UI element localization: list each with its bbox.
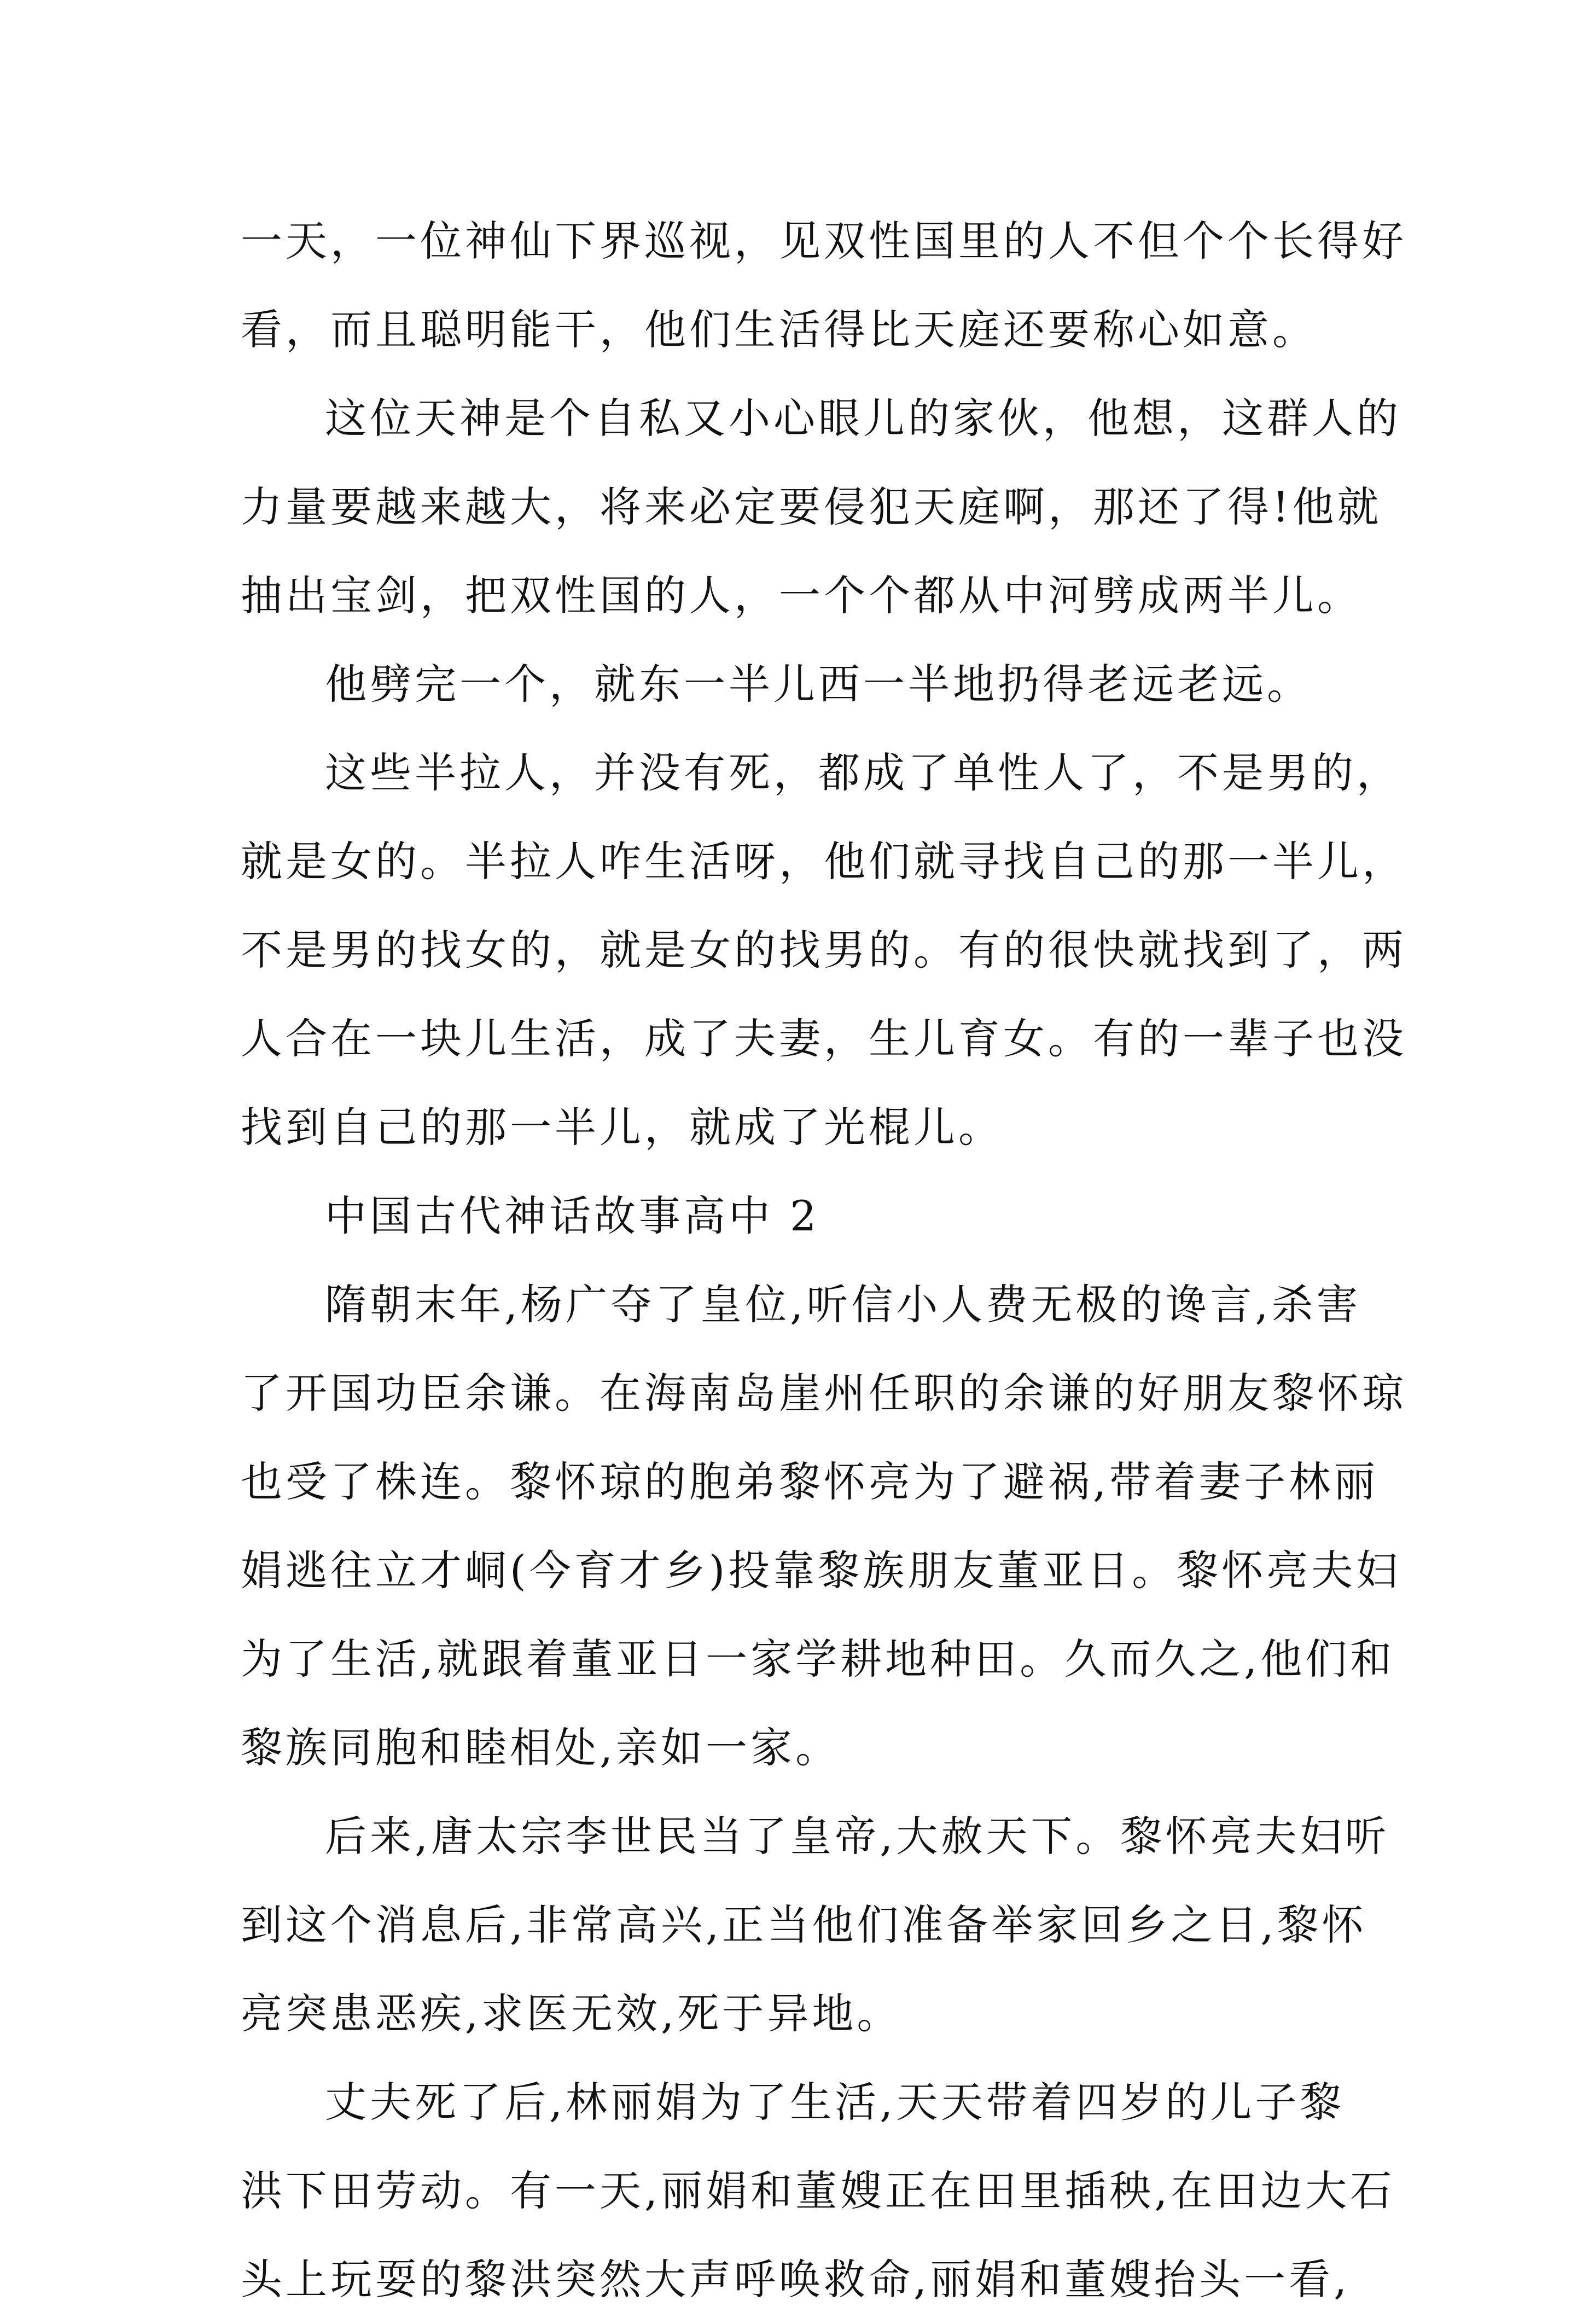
text-line: 娟逃往立才峒(今育才乡)投靠黎族朋友董亚日。黎怀亮夫妇: [241, 1546, 1401, 1595]
text-line: 他劈完一个，就东一半儿西一半地扔得老远老远。: [325, 660, 1312, 708]
text-line: 头上玩耍的黎洪突然大声呼唤救命,丽娟和董嫂抬头一看,: [241, 2255, 1351, 2304]
text-line: 黎族同胞和睦相处,亲如一家。: [241, 1723, 841, 1772]
text-line: 了开国功臣余谦。在海南岛崖州任职的余谦的好朋友黎怀琼: [241, 1369, 1407, 1417]
text-line: 力量要越来越大，将来必定要侵犯天庭啊，那还了得!他就: [241, 483, 1382, 531]
text-line: 抽出宝剑，把双性国的人，一个个都从中河劈成两半儿。: [241, 571, 1362, 620]
text-line: 亮突患恶疾,求医无效,死于异地。: [241, 1989, 902, 2038]
text-line: 一天，一位神仙下界巡视，见双性国里的人不但个个长得好: [241, 217, 1407, 265]
body-text: [241, 197, 1407, 2324]
text-line: 不是男的找女的，就是女的找男的。有的很快就找到了，两: [241, 926, 1407, 974]
text-line: 隋朝末年,杨广夺了皇位,听信小人费无极的谗言,杀害: [325, 1280, 1361, 1329]
text-line: 就是女的。半拉人咋生活呀，他们就寻找自己的那一半儿，: [241, 837, 1407, 886]
text-line: 找到自己的那一半儿，就成了光棍儿。: [241, 1103, 1003, 1152]
text-line: 也受了株连。黎怀琼的胞弟黎怀亮为了避祸,带着妻子林丽: [241, 1457, 1379, 1506]
text-line: 人合在一块儿生活，成了夫妻，生儿育女。有的一辈子也没: [241, 1014, 1407, 1063]
text-line: 丈夫死了后,林丽娟为了生活,天天带着四岁的儿子黎: [325, 2078, 1345, 2127]
text-line: 这些半拉人，并没有死，都成了单性人了，不是男的，: [325, 748, 1401, 797]
text-line: 到这个消息后,非常高兴,正当他们准备举家回乡之日,黎怀: [241, 1901, 1367, 1949]
text-line: 洪下田劳动。有一天,丽娟和董嫂正在田里插秧,在田边大石: [241, 2166, 1395, 2215]
text-line: 看，而且聪明能干，他们生活得比天庭还要称心如意。: [241, 305, 1317, 354]
text-line: 为了生活,就跟着董亚日一家学耕地种田。久而久之,他们和: [241, 1635, 1395, 1683]
text-line: 这位天神是个自私又小心眼儿的家伙，他想，这群人的: [325, 394, 1401, 443]
text-line: 后来,唐太宗李世民当了皇帝,大赦天下。黎怀亮夫妇听: [325, 1812, 1390, 1861]
section-heading: 中国古代神话故事高中 2: [325, 1192, 820, 1240]
